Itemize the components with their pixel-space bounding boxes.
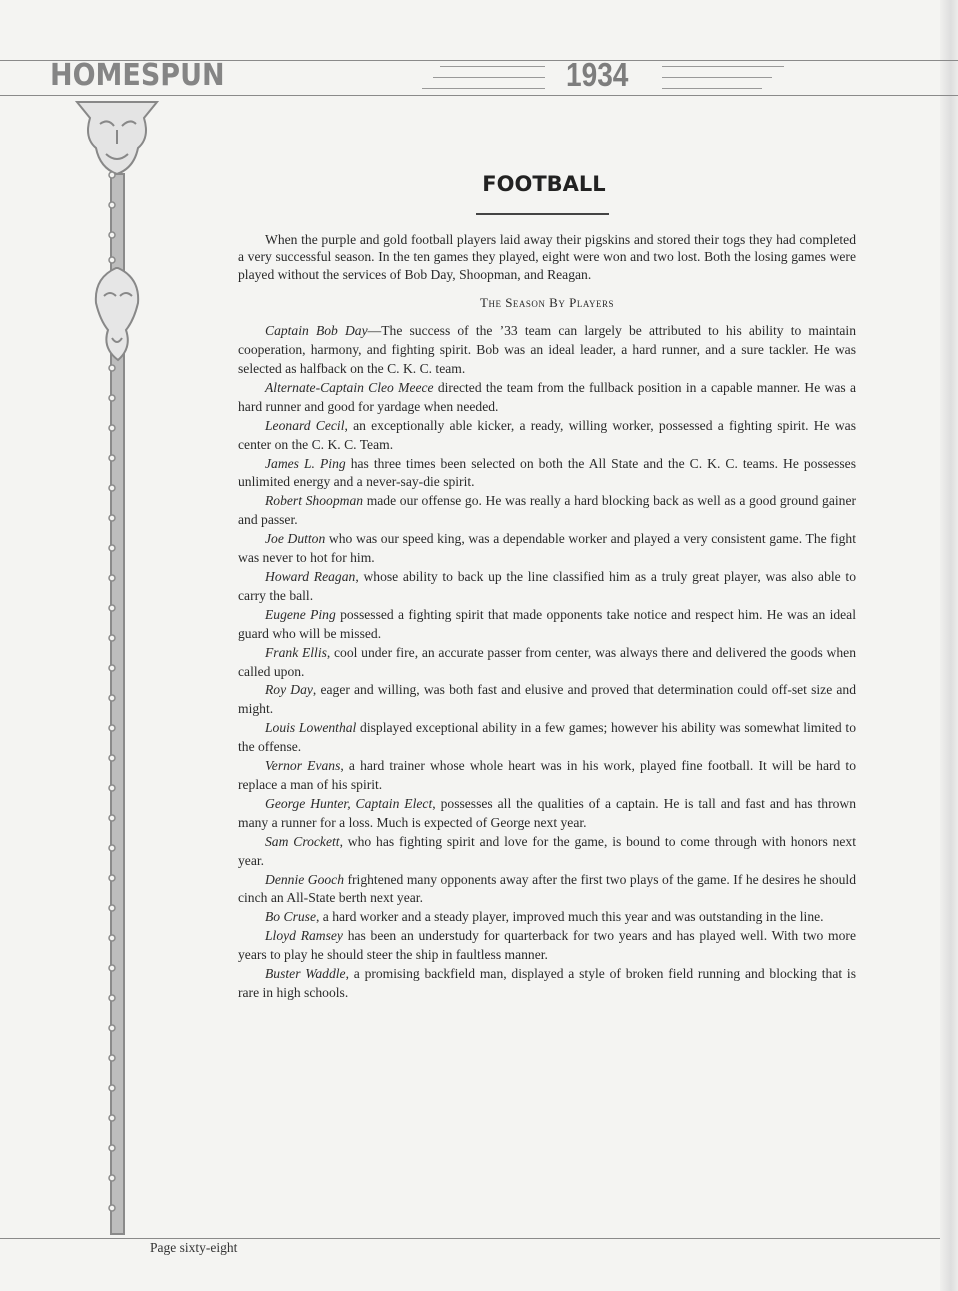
title-underline <box>476 213 609 215</box>
player-paragraph <box>238 606 856 644</box>
publication-title: HOMESPUN <box>50 58 225 93</box>
player-description: directed the team from the fullback position in a capable manner. He was a hard runner and good for yardage when needed. <box>238 379 856 414</box>
decorative-line <box>422 88 545 89</box>
player-paragraph <box>238 757 856 795</box>
decorative-line <box>433 77 545 78</box>
player-name: Leonard Cecil <box>265 417 345 433</box>
article-title: FOOTBALL <box>482 172 606 196</box>
player-paragraph <box>238 908 856 927</box>
player-paragraph <box>238 795 856 833</box>
footer-rule <box>0 1238 940 1239</box>
player-description: , an exceptionally able kicker, a ready, willing worker, possessed a fighting spirit. He was center on the C. K. C. Team. <box>238 417 856 452</box>
article-body <box>238 231 856 1003</box>
page-number: Page sixty-eight <box>150 1240 238 1255</box>
player-description: made our offense go. He was really a hard blocking back as well as a good ground gainer and passer. <box>238 493 856 528</box>
player-name: George Hunter, Captain Elect <box>265 795 433 811</box>
decorative-line <box>662 88 762 89</box>
player-description: , cool under fire, an accurate passer from center, was always there and delivered the goods when called upon. <box>238 644 856 679</box>
player-paragraph <box>238 833 856 871</box>
header-bottom-rule <box>0 95 958 96</box>
player-name: Captain Bob Day <box>265 323 368 339</box>
player-paragraph <box>238 568 856 606</box>
player-description: , who has fighting spirit and love for the game, is bound to come through with honors next year. <box>238 833 856 868</box>
player-paragraph <box>238 379 856 417</box>
player-paragraph <box>238 871 856 909</box>
player-description: —The success of the ’33 team can largely be attributed to his ability to maintain cooperation, harmony, and fighting spirit. Bob was an ideal leader, a hard runner, and a sure tackler. He was selected as halfback on the C. K. C. team. <box>238 323 857 377</box>
player-name: Joe Dutton <box>265 531 326 547</box>
decorative-line <box>662 77 772 78</box>
player-description: displayed exceptional ability in a few games; however his ability was somewhat limited to the offense. <box>238 720 856 755</box>
player-name: Eugene Ping <box>265 606 336 622</box>
player-paragraph <box>238 644 856 682</box>
player-name: Buster Waddle <box>265 966 346 982</box>
player-paragraph <box>238 455 856 493</box>
player-description: , a hard trainer whose whole heart was in his work, played fine football. It will be hard to replace a man of his spirit. <box>238 758 857 792</box>
totem-pole-ornament <box>72 98 162 1240</box>
player-name: Frank Ellis <box>265 644 327 660</box>
player-paragraph <box>238 322 856 379</box>
player-description: , a promising backfield man, displayed a style of broken field running and blocking that is rare in high schools. <box>238 966 857 1000</box>
player-description: , whose ability to back up the line classified him as a truly great player, was also able to carry the ball. <box>238 569 856 603</box>
player-name: Louis Lowenthal <box>265 720 357 736</box>
player-description: , a hard worker and a steady player, improved much this year and was outstanding in the line. <box>315 909 824 925</box>
player-paragraph <box>238 927 856 965</box>
publication-year: 1934 <box>566 56 629 93</box>
player-paragraph <box>238 681 856 719</box>
player-list <box>238 322 856 1003</box>
player-paragraph <box>238 417 856 455</box>
player-name: Roy Day <box>265 682 313 698</box>
player-description: possessed a fighting spirit that made opponents take notice and respect him. He was an ideal guard who will be missed. <box>238 606 856 641</box>
player-name: Bo Cruse <box>265 909 316 925</box>
player-name: Vernor Evans <box>265 758 341 774</box>
player-description: who was our speed king, was a dependable worker and played a very consistent game. The fight was never to hot for him. <box>238 531 856 566</box>
player-description: has been an understudy for quarterback for two years and has played well. With two more years to play he should steer the ship in faultless manner. <box>238 928 856 963</box>
player-paragraph <box>238 492 856 530</box>
player-paragraph <box>238 530 856 568</box>
player-paragraph <box>238 965 856 1003</box>
decorative-line <box>662 66 784 67</box>
player-name: Robert Shoopman <box>265 493 364 509</box>
section-subheading: The Season By Players <box>480 295 614 311</box>
player-name: Howard Reagan <box>265 569 356 584</box>
player-description: , eager and willing, was both fast and elusive and proved that determination could off-set size and might. <box>238 682 856 717</box>
player-description: , possesses all the qualities of a captain. He is tall and fast and has thrown many a runner for a loss. Much is expected of George next year. <box>238 795 857 830</box>
player-paragraph <box>238 719 856 757</box>
player-description: has three times been selected on both the All State and the C. K. C. teams. He possesses unlimited energy and a never-say-die spirit. <box>238 455 856 490</box>
player-name: Sam Crockett <box>265 833 340 849</box>
player-description: frightened many opponents away after the first two plays of the game. If he desires he should cinch an All-State berth next year. <box>238 871 856 906</box>
player-name: Dennie Gooch <box>265 871 344 887</box>
decorative-line <box>440 66 545 67</box>
intro-paragraph: When the purple and gold football players laid away their pigskins and stored their togs they had completed a very successful season. In the ten games they played, eight were won and two lost. Both the losing games were played without the services of Bob Day, Shoopman, and Reagan. <box>238 232 856 282</box>
player-name: James L. Ping <box>265 455 346 471</box>
player-name: Lloyd Ramsey <box>265 928 343 944</box>
player-name: Alternate-Captain Cleo Meece <box>265 379 434 395</box>
